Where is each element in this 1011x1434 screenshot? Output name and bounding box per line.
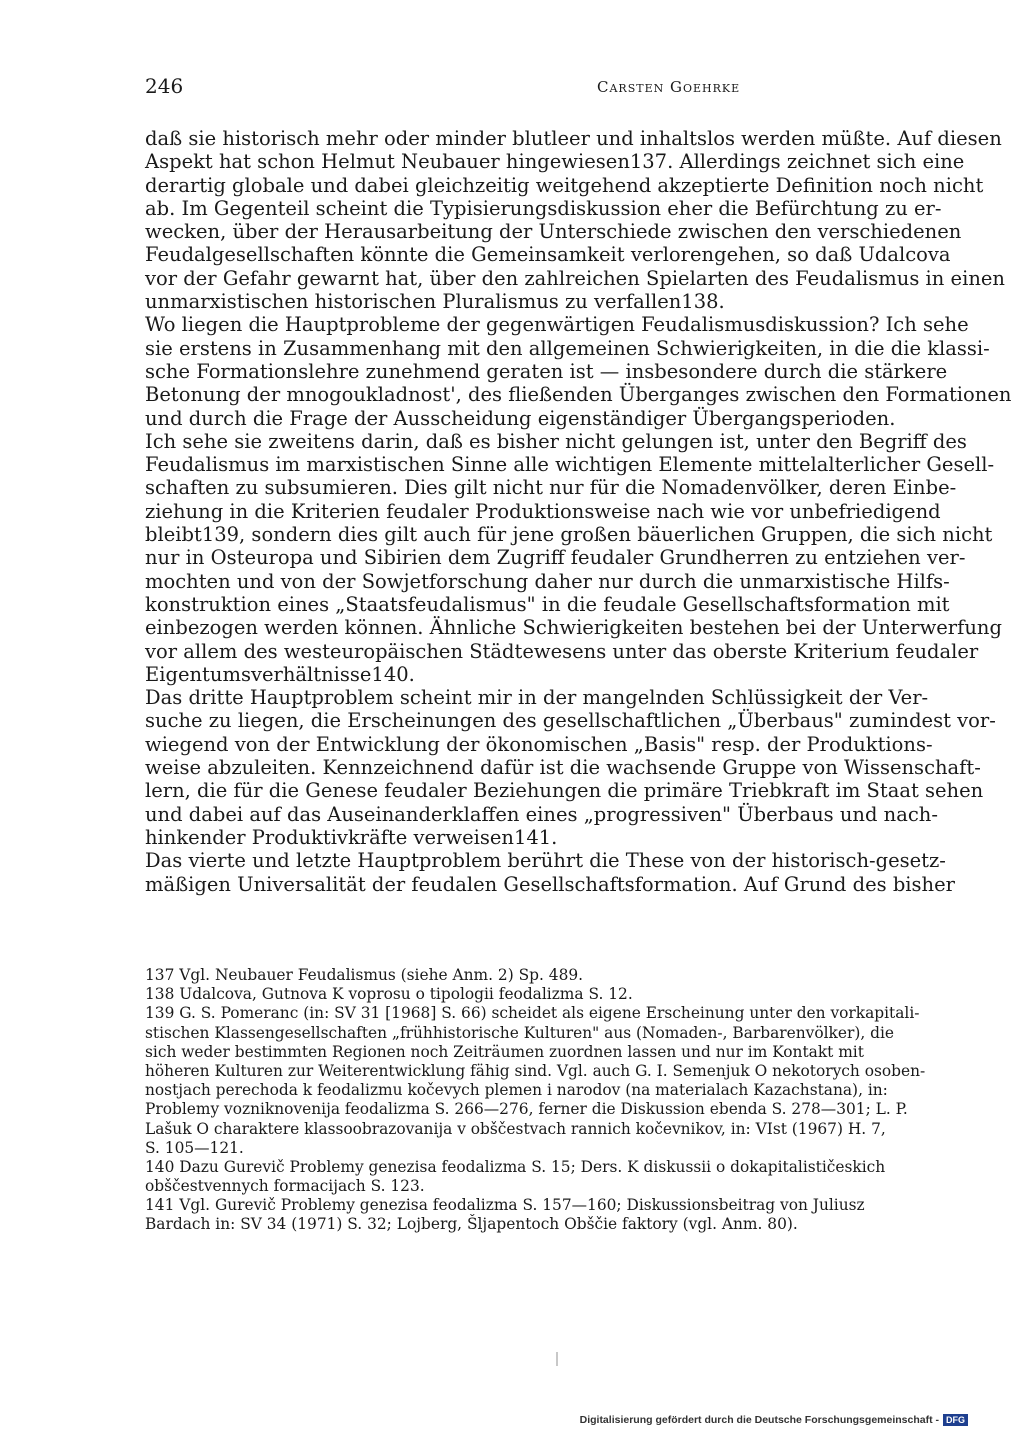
margin-mark [556, 1352, 558, 1366]
body-line: derartig globale und dabei gleichzeitig weitgehend akzeptierte Definition noch nicht [145, 173, 984, 197]
body-line: hinkender Produktivkräfte verweisen141. [145, 825, 558, 849]
body-line: Eigentumsverhältnisse140. [145, 662, 415, 686]
body-line: mäßigen Universalität der feudalen Gesellschaftsformation. Auf Grund des bisher [145, 872, 955, 896]
body-line: ziehung in die Kriterien feudaler Produktionsweise nach wie vor unbefriedigend [145, 499, 941, 523]
body-line: Wo liegen die Hauptprobleme der gegenwärtigen Feudalismusdiskussion? Ich sehe [145, 313, 969, 337]
footnote-line: Lašuk O charaktere klassoobrazovanija v obščestvach rannich kočevnikov, in: VIst (1967) H. 7, [145, 1119, 886, 1138]
body-line: nur in Osteuropa und Sibirien dem Zugriff feudaler Grundherren zu entziehen ver- [145, 546, 966, 570]
body-line: mochten und von der Sowjetforschung daher nur durch die unmarxistische Hilfs- [145, 569, 950, 593]
body-line: weise abzuleiten. Kennzeichnend dafür ist die wachsende Gruppe von Wissenschaft- [145, 756, 981, 780]
body-line: Ich sehe sie zweitens darin, daß es bisher nicht gelungen ist, unter den Begriff des [145, 429, 967, 453]
body-line: einbezogen werden können. Ähnliche Schwierigkeiten bestehen bei der Unterwerfung [145, 616, 1002, 640]
body-line: daß sie historisch mehr oder minder blutleer und inhaltslos werden müßte. Auf diesen [145, 127, 1002, 150]
body-line: vor der Gefahr gewarnt hat, über den zahlreichen Spielarten des Feudalismus in einen [145, 266, 1005, 290]
footnote-line: höheren Kulturen zur Weiterentwicklung fähig sind. Vgl. auch G. I. Semenjuk O nekotorych osoben- [145, 1061, 926, 1080]
body-line: sie erstens in Zusammenhang mit den allgemeinen Schwierigkeiten, in die die klassi- [145, 336, 990, 360]
body-line: Das dritte Hauptproblem scheint mir in der mangelnden Schlüssigkeit der Ver- [145, 686, 929, 710]
body-line: Feudalismus im marxistischen Sinne alle wichtigen Elemente mittelalterlicher Gesell- [145, 453, 995, 477]
footnote-line: stischen Klassengesellschaften „frühhistorische Kulturen" aus (Nomaden-, Barbarenvölker), die [145, 1023, 894, 1042]
running-head: Carsten Goehrke [597, 78, 741, 96]
body-line: unmarxistischen historischen Pluralismus zu verfallen138. [145, 290, 725, 314]
footnote-line: 140 Dazu Gurevič Problemy genezisa feodalizma S. 15; Ders. K diskussii o dokapitalističeskich [145, 1157, 886, 1176]
body-line: Feudalgesellschaften könnte die Gemeinsamkeit verlorengehen, so daß Udalcova [145, 243, 951, 267]
body-line: Das vierte und letzte Hauptproblem berührt die These von der historisch-gesetz- [145, 849, 946, 873]
body-line: bleibt139, sondern dies gilt auch für jene großen bäuerlichen Gruppen, die sich nicht [145, 523, 993, 547]
body-line: Aspekt hat schon Helmut Neubauer hingewiesen137. Allerdings zeichnet sich eine [145, 150, 965, 174]
attribution-text: Digitalisierung gefördert durch die Deutsche Forschungsgemeinschaft - [579, 1414, 939, 1426]
body-line: vor allem des westeuropäischen Städtewesens unter das oberste Kriterium feudaler [145, 639, 979, 663]
body-line: Betonung der mnogoukladnost', des fließenden Überganges zwischen den Formationen [145, 383, 1011, 407]
body-line: wiegend von der Entwicklung der ökonomischen „Basis" resp. der Produktions- [145, 732, 933, 756]
body-text [145, 127, 1011, 896]
footnote-line: 139 G. S. Pomeranc (in: SV 31 [1968] S. 66) scheidet als eigene Erscheinung unter den vorkapitali- [145, 1004, 920, 1023]
dfg-logo: DFG [943, 1414, 968, 1426]
body-line: lern, die für die Genese feudaler Beziehungen die primäre Triebkraft im Staat sehen [145, 779, 984, 803]
footnote-line: nostjach perechoda k feodalizmu kočevych plemen i narodov (na materialach Kazachstana), in: [145, 1081, 888, 1100]
footnote-line: 141 Vgl. Gurevič Problemy genezisa feodalizma S. 157—160; Diskussionsbeitrag von Juliusz [145, 1196, 865, 1215]
footnote-line: sich weder bestimmten Regionen noch Zeiträumen zuordnen lassen und nur im Kontakt mit [145, 1042, 864, 1061]
page-number: 246 [145, 74, 184, 98]
footnote-line: Bardach in: SV 34 (1971) S. 32; Lojberg, Šljapentoch Obščie faktory (vgl. Anm. 80). [145, 1215, 798, 1234]
footnote-line: S. 105—121. [145, 1138, 244, 1157]
body-line: und dabei auf das Auseinanderklaffen eines „progressiven" Überbaus und nach- [145, 802, 938, 826]
body-line: suche zu liegen, die Erscheinungen des gesellschaftlichen „Überbaus" zumindest vor- [145, 709, 996, 733]
footnote-line: 138 Udalcova, Gutnova K voprosu o tipologii feodalizma S. 12. [145, 985, 633, 1004]
body-line: ab. Im Gegenteil scheint die Typisierungsdiskussion eher die Befürchtung zu er- [145, 196, 942, 220]
body-line: konstruktion eines „Staatsfeudalismus" in die feudale Gesellschaftsformation mit [145, 592, 950, 616]
page-header [145, 74, 910, 104]
footnote-line: Problemy vozniknovenija feodalizma S. 266—276, ferner die Diskussion ebenda S. 278—301; L. P. [145, 1100, 908, 1119]
footnote-line: obščestvennych formacijach S. 123. [145, 1177, 425, 1196]
footnote-line: 137 Vgl. Neubauer Feudalismus (siehe Anm. 2) Sp. 489. [145, 966, 584, 984]
footnotes [145, 966, 926, 1235]
body-line: und durch die Frage der Ausscheidung eigenständiger Übergangsperioden. [145, 406, 896, 430]
digitization-attribution [580, 1414, 968, 1426]
body-line: schaften zu subsumieren. Dies gilt nicht nur für die Nomadenvölker, deren Einbe- [145, 476, 957, 500]
body-line: sche Formationslehre zunehmend geraten ist — insbesondere durch die stärkere [145, 359, 948, 383]
body-line: wecken, über der Herausarbeitung der Unterschiede zwischen den verschiedenen [145, 220, 962, 244]
